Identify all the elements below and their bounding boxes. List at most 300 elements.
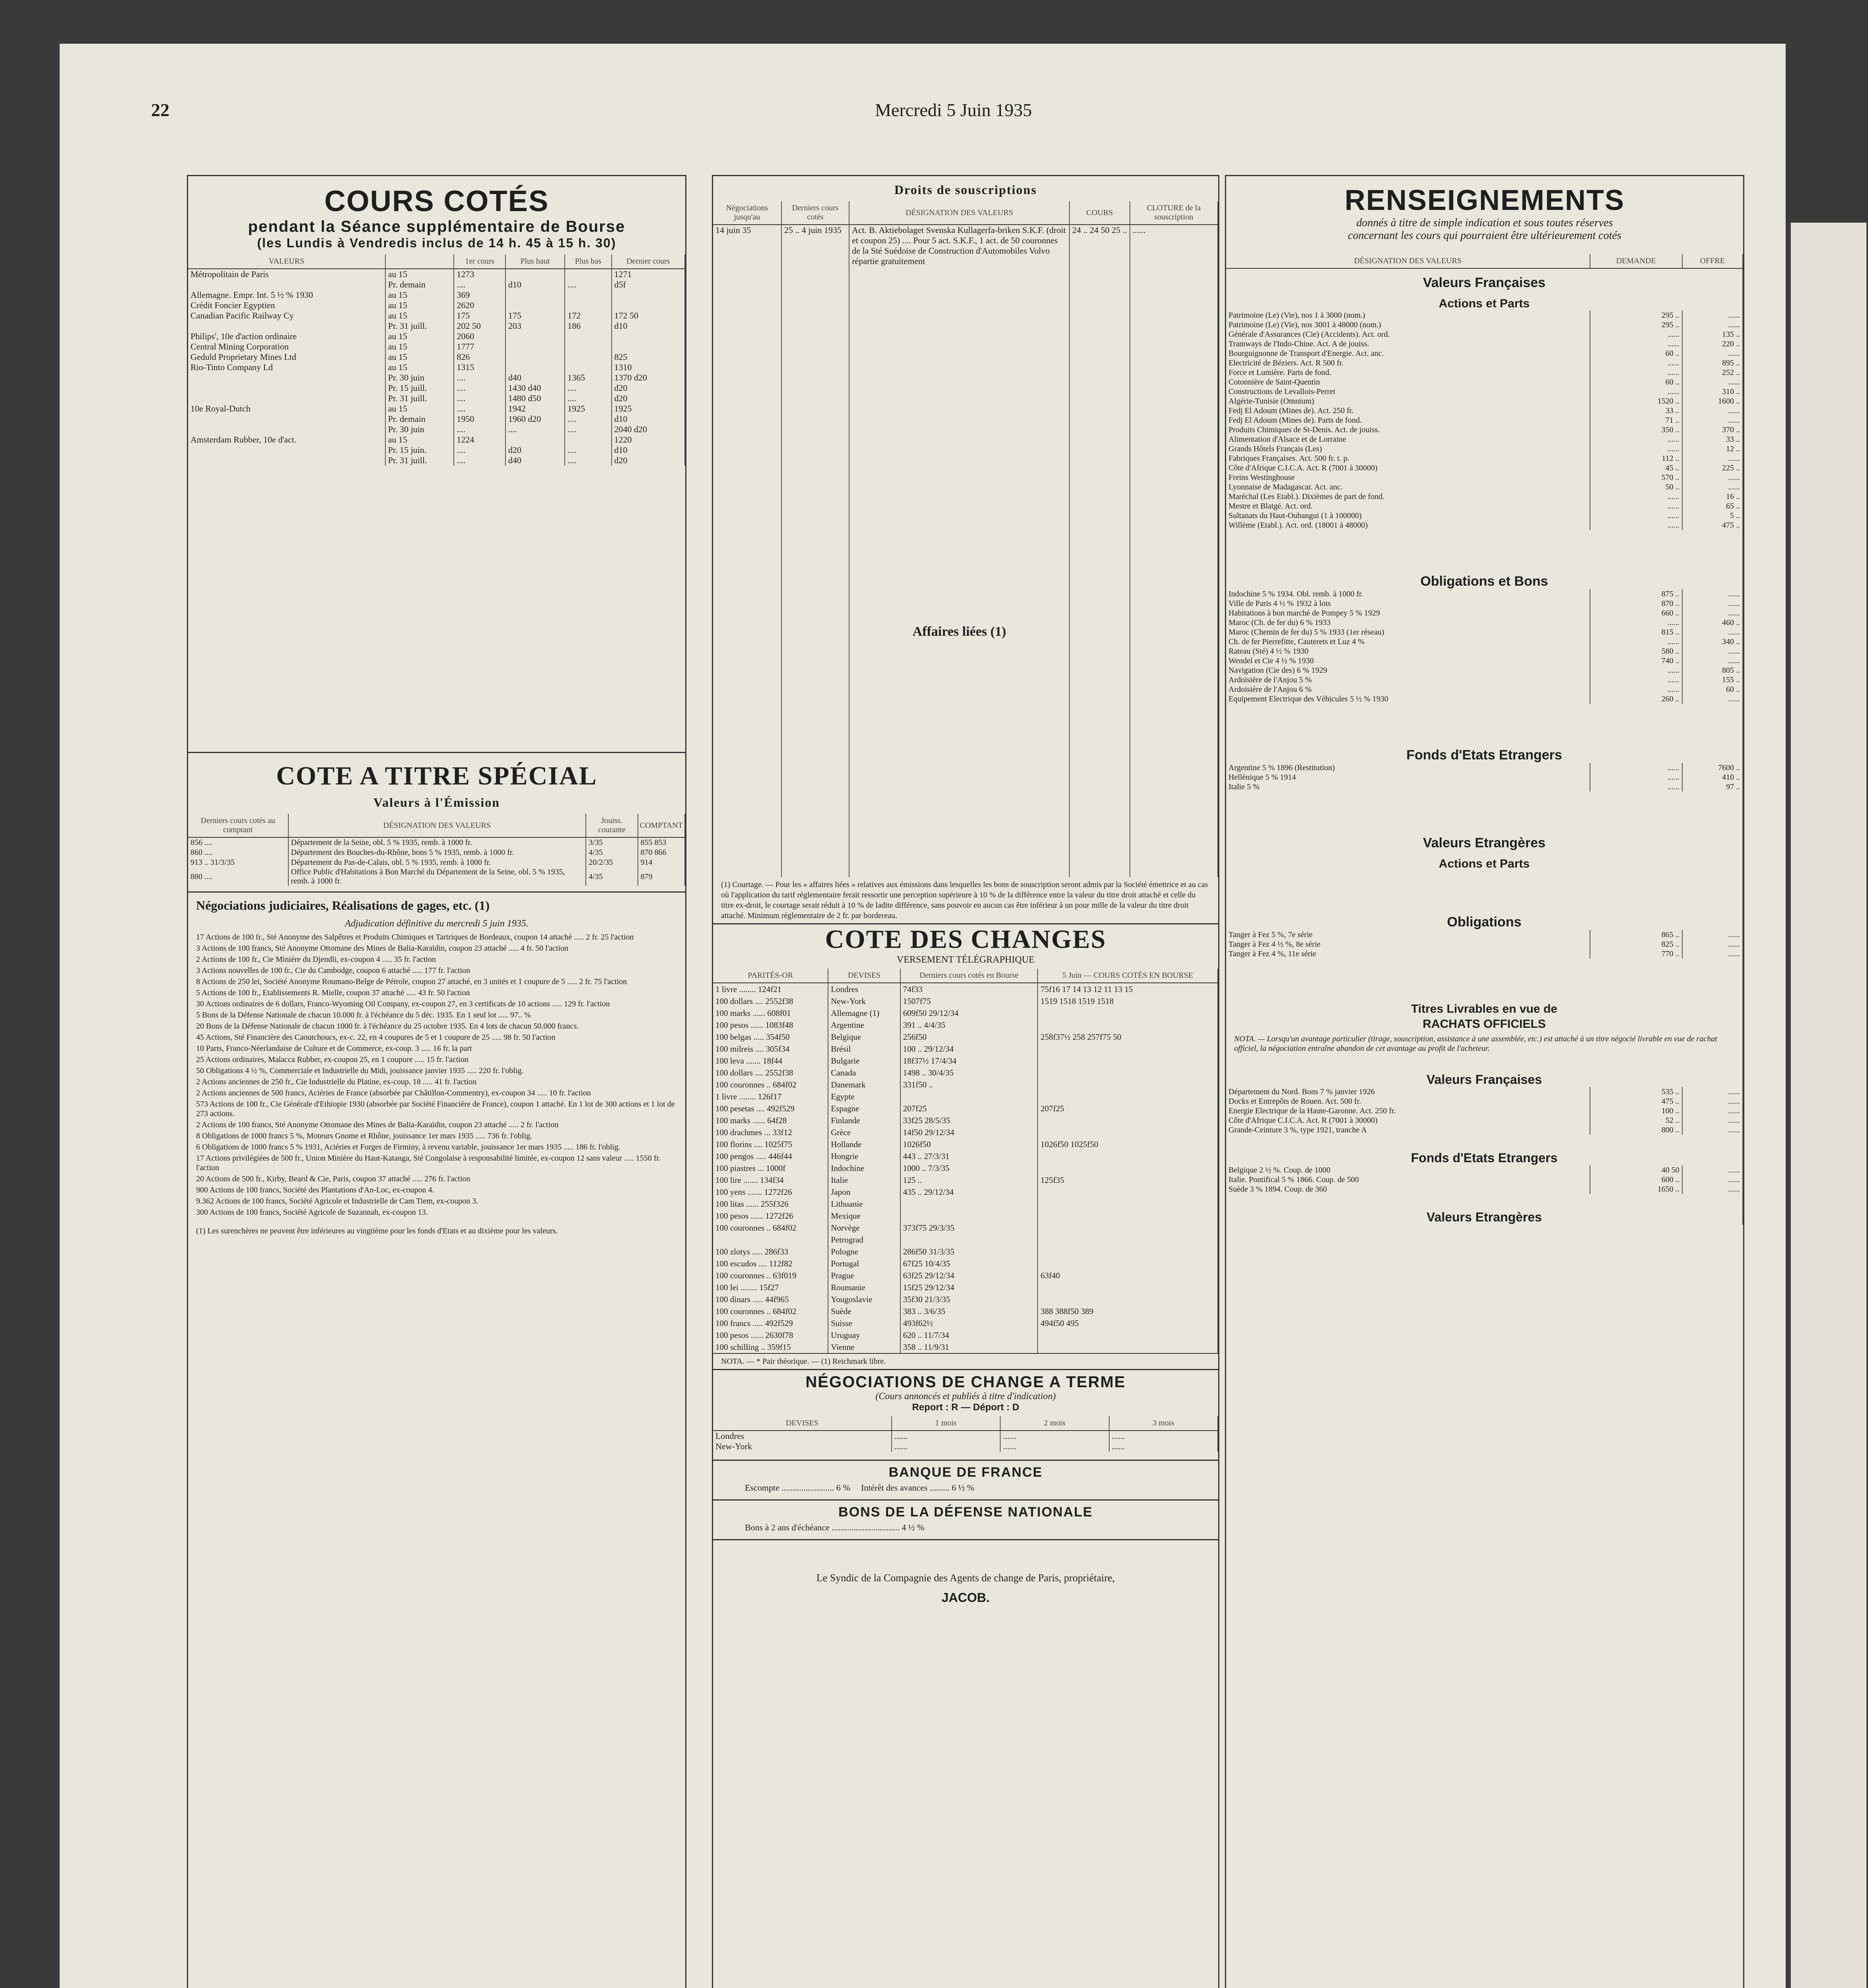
- table-cell: [1038, 1198, 1218, 1210]
- bons-text: Bons à 2 ans d'échéance ............................... 4 ½ %: [745, 1522, 925, 1532]
- table-cell: 826: [454, 352, 505, 362]
- table-row: [713, 1067, 1218, 1079]
- list-item: 2 Actions anciennes de 250 fr., Cie Industrielle du Platine, ex-coup. 18 ..... 41 fr. l'action: [196, 1077, 477, 1086]
- terme-table: [713, 1416, 1218, 1452]
- table-cell: ......: [1590, 358, 1682, 368]
- table-cell: ......: [1682, 415, 1743, 425]
- table-cell: Hollande: [828, 1138, 900, 1150]
- table-cell: 609f50 29/12/34: [900, 1007, 1038, 1019]
- table-cell: 660 ..: [1590, 608, 1682, 618]
- rachats-nota-row: [1226, 1031, 1743, 1056]
- table-cell: 172: [565, 311, 612, 321]
- droits-cours: 24 .. 24 50 25 ..: [1069, 225, 1130, 877]
- table-cell: [565, 300, 612, 311]
- table-cell: 100 couronnes .. 684f02: [713, 1079, 828, 1091]
- titre-special-title: COTE A TITRE SPÉCIAL: [276, 761, 597, 790]
- table-cell: 100 couronnes .. 684f02: [713, 1222, 828, 1234]
- table-cell: Espagne: [828, 1103, 900, 1114]
- table-cell: Indochine 5 % 1934. Obl. remb. à 1000 fr.: [1226, 589, 1590, 599]
- table-cell: Portugal: [828, 1258, 900, 1270]
- table-row: [713, 1222, 1218, 1234]
- table-cell: [612, 300, 685, 311]
- table-cell: Département de la Seine, obl. 5 % 1935, remb. à 1000 fr.: [288, 837, 586, 848]
- table-cell: 1480 d50: [505, 393, 565, 404]
- table-row: [713, 1055, 1218, 1067]
- table-row: [713, 1234, 1218, 1246]
- table-cell: 100 marks ...... 64f28: [713, 1114, 828, 1126]
- table-cell: 1925: [612, 404, 685, 414]
- table-cell: 63f25 29/12/34: [900, 1270, 1038, 1281]
- table-cell: 1498 .. 30/4/35: [900, 1067, 1038, 1079]
- table-cell: ......: [1590, 435, 1682, 444]
- table-cell: Amsterdam Rubber, 10e d'act.: [188, 435, 385, 445]
- table-cell: 100 pesos ...... 1272f26: [713, 1210, 828, 1222]
- table-cell: au 15: [385, 352, 454, 362]
- table-cell: ......: [1682, 940, 1743, 949]
- table-cell: Rateau (Sté) 4 ½ % 1930: [1226, 646, 1590, 656]
- table-cell: ......: [1682, 311, 1743, 320]
- table-cell: 1520 ..: [1590, 396, 1682, 406]
- table-row: [1226, 1116, 1743, 1125]
- table-cell: 258f37½ 258 257f75 50: [1038, 1031, 1218, 1043]
- changes-title: COTE DES CHANGES: [825, 925, 1106, 954]
- table-row: [713, 1079, 1218, 1091]
- table-cell: 100 dinars ..... 44f965: [713, 1293, 828, 1305]
- table-cell: Freins Westinghouse: [1226, 473, 1590, 482]
- table-cell: Hellénique 5 % 1914: [1226, 773, 1590, 782]
- table-cell: [1038, 1114, 1218, 1126]
- table-row: [1226, 1175, 1743, 1184]
- table-cell: 460 ..: [1682, 618, 1743, 627]
- table-row: [713, 1198, 1218, 1210]
- table-cell: [505, 362, 565, 373]
- table-row: [1226, 492, 1743, 501]
- table-cell: 220 ..: [1682, 339, 1743, 349]
- table-cell: 100 dollars .... 2552f38: [713, 995, 828, 1007]
- table-row: [1226, 339, 1743, 349]
- table-row: [713, 1091, 1218, 1103]
- table-cell: [505, 435, 565, 445]
- table-cell: 256f50: [900, 1031, 1038, 1043]
- column-header: DÉSIGNATION DES VALEURS: [1226, 254, 1590, 268]
- table-row: [1226, 608, 1743, 618]
- table-cell: [1038, 1293, 1218, 1305]
- column-cours-cotes: [187, 175, 686, 1988]
- table-row: [1226, 589, 1743, 599]
- table-cell: 33 ..: [1682, 435, 1743, 444]
- table-cell: 1507f75: [900, 995, 1038, 1007]
- table-cell: d20: [612, 383, 685, 393]
- table-cell: Belgique: [828, 1031, 900, 1043]
- table-cell: au 15: [385, 362, 454, 373]
- list-item: 10 Parts, Franco-Néerlandaise de Culture et de Commerce, ex-coup. 3 ..... 16 fr. la part: [196, 1044, 472, 1053]
- table-cell: 350 ..: [1590, 425, 1682, 435]
- table-row: [188, 362, 685, 373]
- table-row: [1226, 1087, 1743, 1097]
- list-item: 2 Actions de 100 francs, Sté Anonyme Ottomane des Mines de Balia-Karaïdin, coupon 23 attaché ..... 2 fr. l'action: [196, 1120, 559, 1129]
- list-item: 45 Actions, Sté Financière des Caoutchoucs, ex-c. 22, en 4 coupures de 5 et 1 coupure de 25 ..... 98 fr. 50 l'action: [196, 1033, 556, 1042]
- table-cell: 7600 ..: [1682, 763, 1743, 773]
- table-cell: Londres: [828, 983, 900, 995]
- table-cell: Maréchal (Les Etabl.). Dixièmes de part de fond.: [1226, 492, 1590, 501]
- table-row: [713, 1150, 1218, 1162]
- cours-cotes-title: COURS COTÉS: [324, 184, 549, 217]
- table-cell: 175: [454, 311, 505, 321]
- table-row: [1226, 454, 1743, 463]
- table-cell: Suède: [828, 1305, 900, 1317]
- table-cell: 443 .. 27/3/31: [900, 1150, 1038, 1162]
- table-cell: 2620: [454, 300, 505, 311]
- table-cell: [505, 290, 565, 300]
- table-cell: 100 litas ...... 255f326: [713, 1198, 828, 1210]
- table-cell: Petrograd: [828, 1234, 900, 1246]
- table-cell: 100 zlotys ..... 286f33: [713, 1246, 828, 1258]
- table-row: [1226, 444, 1743, 454]
- column-header: Plus haut: [505, 254, 565, 269]
- table-cell: [612, 342, 685, 352]
- table-cell: [1038, 1150, 1218, 1162]
- table-cell: ......: [1682, 656, 1743, 666]
- table-cell: Wendel et Cie 4 ½ % 1930: [1226, 656, 1590, 666]
- banque-title: BANQUE DE FRANCE: [888, 1465, 1043, 1480]
- table-cell: 331f50 ..: [900, 1079, 1038, 1091]
- table-cell: Pr. demain: [385, 414, 454, 424]
- table-row: [1226, 1165, 1743, 1175]
- table-cell: 4/35: [586, 868, 638, 886]
- table-row: [1226, 463, 1743, 473]
- table-cell: 475 ..: [1590, 1097, 1682, 1106]
- table-cell: 825: [612, 352, 685, 362]
- cours-cotes-continued: [188, 466, 685, 753]
- table-cell: Cotonnière de Saint-Quentin: [1226, 377, 1590, 387]
- list-item: 20 Actions de 500 fr., Kirby, Beard & Cie, Paris, coupon 37 attaché ..... 276 fr. l'action: [196, 1175, 470, 1183]
- table-cell: [900, 1091, 1038, 1103]
- table-cell: 100 pesos ...... 2630f78: [713, 1329, 828, 1341]
- list-item: 2 Actions de 100 fr., Cie Minière du Djendli, ex-coupon 4 ..... 35 fr. l'action: [196, 955, 436, 964]
- page-header: [151, 99, 1726, 123]
- table-row: [1226, 415, 1743, 425]
- table-cell: [565, 362, 612, 373]
- column-header: Derniers cours cotés en Bourse: [900, 969, 1038, 983]
- table-cell: ......: [1590, 368, 1682, 377]
- table-row: [1226, 396, 1743, 406]
- table-cell: Pologne: [828, 1246, 900, 1258]
- table-cell: au 15: [385, 290, 454, 300]
- table-cell: 15f25 29/12/34: [900, 1281, 1038, 1293]
- table-cell: [565, 352, 612, 362]
- table-cell: 369: [454, 290, 505, 300]
- table-cell: 100 .. 29/12/34: [900, 1043, 1038, 1055]
- table-cell: ....: [454, 424, 505, 435]
- column-header: VALEURS: [188, 254, 385, 269]
- table-row: [188, 373, 685, 383]
- table-cell: 3/35: [586, 837, 638, 848]
- table-row: [713, 1114, 1218, 1126]
- footer-name: JACOB.: [941, 1590, 990, 1605]
- column-header: DÉSIGNATION DES VALEURS: [288, 814, 586, 837]
- table-row: [713, 1341, 1218, 1353]
- table-cell: Constructions de Levallois-Perret: [1226, 387, 1590, 396]
- table-cell: 1271: [612, 269, 685, 280]
- table-row: [1226, 1125, 1743, 1135]
- table-cell: 740 ..: [1590, 656, 1682, 666]
- table-row: [1226, 1106, 1743, 1116]
- table-cell: 880 ....: [188, 868, 288, 886]
- table-cell: 620 .. 11/7/34: [900, 1329, 1038, 1341]
- table-cell: ......: [1590, 685, 1682, 694]
- table-cell: 1519 1518 1519 1518: [1038, 995, 1218, 1007]
- renseignements-title: RENSEIGNEMENTS: [1344, 184, 1625, 216]
- table-cell: au 15: [385, 300, 454, 311]
- column-header: COMPTANT: [638, 814, 685, 837]
- table-cell: 358 .. 11/9/31: [900, 1341, 1038, 1353]
- table-cell: d20: [612, 393, 685, 404]
- section-heading: RACHATS OFFICIELS: [1226, 1016, 1743, 1031]
- table-row: [1226, 694, 1743, 704]
- column-souscriptions-changes: [712, 175, 1219, 1988]
- table-cell: 913 .. 31/3/35: [188, 858, 288, 868]
- table-row: [188, 837, 685, 848]
- list-item: 9.362 Actions de 100 francs, Société Agricole et Industrielle de Cam Tiem, ex-coupon 3.: [196, 1197, 478, 1206]
- table-cell: ......: [1682, 1165, 1743, 1175]
- table-cell: Ville de Paris 4 ½ % 1932 à lots: [1226, 599, 1590, 608]
- table-cell: ......: [1109, 1441, 1218, 1452]
- column-header: PARITÉS-OR: [713, 969, 828, 983]
- table-row: [188, 435, 685, 445]
- table-cell: ......: [1590, 666, 1682, 675]
- table-row: [713, 1043, 1218, 1055]
- table-cell: 67f25 10/4/35: [900, 1258, 1038, 1270]
- table-cell: 310 ..: [1682, 387, 1743, 396]
- table-cell: ......: [1682, 930, 1743, 940]
- table-cell: [1038, 1329, 1218, 1341]
- table-cell: 1 livre ........ 124f21: [713, 983, 828, 995]
- table-row: [713, 1162, 1218, 1174]
- table-cell: 370 ..: [1682, 425, 1743, 435]
- table-cell: ......: [1682, 949, 1743, 959]
- table-cell: 71 ..: [1590, 415, 1682, 425]
- table-cell: Grands Hôtels Français (Les): [1226, 444, 1590, 454]
- table-cell: 100 pesetas .... 492f529: [713, 1103, 828, 1114]
- table-cell: Docks et Entrepôts de Rouen. Act. 500 fr.: [1226, 1097, 1590, 1106]
- table-cell: ......: [1682, 589, 1743, 599]
- table-cell: ......: [1682, 1116, 1743, 1125]
- table-cell: Lyonnaise de Madagascar. Act. anc.: [1226, 482, 1590, 492]
- table-cell: 40 50: [1590, 1165, 1682, 1175]
- table-row: [1226, 949, 1743, 959]
- table-cell: ......: [1682, 627, 1743, 637]
- table-cell: ......: [1590, 492, 1682, 501]
- table-cell: Produits Chimiques de St-Denis. Act. de jouiss.: [1226, 425, 1590, 435]
- table-cell: ....: [454, 445, 505, 455]
- table-cell: au 15: [385, 435, 454, 445]
- table-cell: Argentine 5 % 1896 (Restitution): [1226, 763, 1590, 773]
- table-cell: 35f30 21/3/35: [900, 1293, 1038, 1305]
- table-cell: 860 ....: [188, 848, 288, 858]
- table-row: [1226, 930, 1743, 940]
- table-cell: [565, 290, 612, 300]
- rachats-title-row: [1226, 959, 1743, 1016]
- table-cell: [188, 455, 385, 466]
- table-cell: ......: [1682, 608, 1743, 618]
- table-cell: 410 ..: [1682, 773, 1743, 782]
- section-row: [1226, 268, 1743, 291]
- table-cell: 535 ..: [1590, 1087, 1682, 1097]
- table-cell: [188, 414, 385, 424]
- table-cell: [1038, 1055, 1218, 1067]
- table-row: [1226, 377, 1743, 387]
- table-cell: 895 ..: [1682, 358, 1743, 368]
- table-cell: [565, 331, 612, 342]
- table-row: [713, 1210, 1218, 1222]
- table-cell: [1038, 1210, 1218, 1222]
- table-cell: 100 belgas ..... 354f50: [713, 1031, 828, 1043]
- table-cell: Uruguay: [828, 1329, 900, 1341]
- cours-cotes-hours: (les Lundis à Vendredis inclus de 14 h. 45 à 15 h. 30): [257, 236, 616, 250]
- negociations-title: Négociations judiciaires, Réalisations de gages, etc. (1): [196, 898, 490, 912]
- table-cell: Côte d'Afrique C.I.C.A. Act. R (7001 à 30000): [1226, 1116, 1590, 1125]
- section-heading: Actions et Parts: [1226, 851, 1743, 871]
- table-cell: 1224: [454, 435, 505, 445]
- table-cell: d10: [612, 321, 685, 331]
- table-cell: [900, 1210, 1038, 1222]
- table-row: [1226, 501, 1743, 511]
- table-cell: 1430 d40: [505, 383, 565, 393]
- table-cell: Tanger à Fez 4 ½ %, 8e série: [1226, 940, 1590, 949]
- table-cell: ......: [1682, 406, 1743, 415]
- table-cell: [188, 321, 385, 331]
- table-row: [1226, 435, 1743, 444]
- table-cell: 825 ..: [1590, 940, 1682, 949]
- table-cell: ......: [1682, 1087, 1743, 1097]
- table-cell: Fedj El Adoum (Mines de). Act. 250 fr.: [1226, 406, 1590, 415]
- table-row: [1226, 1184, 1743, 1194]
- table-cell: ....: [505, 424, 565, 435]
- table-cell: ....: [454, 383, 505, 393]
- table-cell: ......: [1682, 349, 1743, 358]
- table-cell: Allemagne (1): [828, 1007, 900, 1019]
- table-cell: ......: [1109, 1431, 1218, 1441]
- table-cell: 74f33: [900, 983, 1038, 995]
- table-row: [713, 1258, 1218, 1270]
- table-row: [1226, 782, 1743, 792]
- list-item: 6 Obligations de 1000 francs 5 % 1931, Aciéries et Forges de Firminy, à revenu variable, jouissance 1er mars 1935 ..... 186 fr. l'oblig.: [196, 1143, 620, 1151]
- table-cell: Patrimoine (Le) (Vie), nos 3001 à 48000 (nom.): [1226, 320, 1590, 330]
- list-item: 50 Obligations 4 ½ %, Commerciale et Industrielle du Midi, jouissance janvier 1935 ..... 220 fr. l'oblig.: [196, 1066, 524, 1075]
- table-cell: 112 ..: [1590, 454, 1682, 463]
- list-item: 573 Actions de 100 fr., Cie Générale d'Ethiopie 1930 (absorbée par Société Financière de France), coupon 1 attaché. En 1 lot de 300 actions et 1 lot de 273 actions.: [196, 1100, 675, 1118]
- table-cell: Département du Pas-de-Calais, obl. 5 % 1935, remb. à 1000 fr.: [288, 858, 586, 868]
- subsection-row: [1226, 291, 1743, 311]
- table-cell: Egypte: [828, 1091, 900, 1103]
- table-cell: Vienne: [828, 1341, 900, 1353]
- table-cell: 580 ..: [1590, 646, 1682, 656]
- table-cell: ......: [1590, 618, 1682, 627]
- table-cell: Alimentation d'Alsace et de Lorraine: [1226, 435, 1590, 444]
- table-cell: Pr. 30 juin: [385, 373, 454, 383]
- table-cell: 225 ..: [1682, 463, 1743, 473]
- table-cell: Département du Nord. Bons 7 % janvier 1926: [1226, 1087, 1590, 1097]
- table-cell: ....: [565, 414, 612, 424]
- table-cell: Pr. demain: [385, 280, 454, 290]
- table-cell: ......: [1590, 763, 1682, 773]
- table-cell: ....: [565, 280, 612, 290]
- table-row: [713, 1293, 1218, 1305]
- table-cell: [188, 383, 385, 393]
- table-cell: 1942: [505, 404, 565, 414]
- table-cell: [188, 393, 385, 404]
- table-cell: [188, 373, 385, 383]
- table-cell: 260 ..: [1590, 694, 1682, 704]
- table-row: [188, 424, 685, 435]
- table-row: [1226, 646, 1743, 656]
- table-row: [188, 321, 685, 331]
- table-row: [1226, 773, 1743, 782]
- table-cell: ......: [892, 1431, 1000, 1441]
- table-cell: 172 50: [612, 311, 685, 321]
- section-heading: Actions et Parts: [1226, 291, 1743, 311]
- droits-table: [713, 201, 1218, 877]
- rachats-nota: NOTA. — Lorsqu'un avantage particulier (tirage, souscription, assistance à une assemblée, etc.) est attaché à un titre négocié livrable en vue de rachat officiel, la négociation entraîne abandon de cet avantage au profit de l'acheteur.: [1226, 1031, 1743, 1056]
- table-row: [1226, 599, 1743, 608]
- table-cell: Brésil: [828, 1043, 900, 1055]
- section-heading: Titres Livrables en vue de: [1226, 959, 1743, 1016]
- table-row: [188, 445, 685, 455]
- table-cell: 202 50: [454, 321, 505, 331]
- table-row: [713, 1441, 1218, 1452]
- table-row: [188, 269, 685, 280]
- list-item: 30 Actions ordinaires de 6 dollars, Franco-Wyoming Oil Company, ex-coupon 27, en 3 certificats de 10 actions ..... 129 fr. l'action: [196, 1000, 610, 1008]
- table-cell: Willème (Etabl.). Act. ord. (18001 à 48000): [1226, 520, 1590, 530]
- banque-avances: Intérêt des avances ......... 6 ½ %: [861, 1483, 974, 1493]
- list-item: 3 Actions nouvelles de 100 fr., Cie du Cambodge, coupon 6 attaché ..... 177 fr. l'action: [196, 966, 470, 975]
- table-cell: 60 ..: [1682, 685, 1743, 694]
- table-cell: [1038, 1186, 1218, 1198]
- table-cell: [1038, 1007, 1218, 1019]
- table-cell: Fedj El Adoum (Mines de). Parts de fond.: [1226, 415, 1590, 425]
- section-heading: Fonds d'Etats Etrangers: [1226, 704, 1743, 763]
- section-row: [1226, 871, 1743, 930]
- table-cell: Canada: [828, 1067, 900, 1079]
- table-cell: 100 couronnes .. 684f02: [713, 1305, 828, 1317]
- table-cell: 5 ..: [1682, 511, 1743, 520]
- table-cell: [1038, 1234, 1218, 1246]
- table-cell: ......: [1682, 473, 1743, 482]
- table-cell: ......: [1590, 444, 1682, 454]
- table-cell: 1950: [454, 414, 505, 424]
- table-cell: Hongrie: [828, 1150, 900, 1162]
- list-item: 17 Actions privilégiées de 500 fr., Union Minière du Haut-Katanga, Sté Congolaise à responsabilité limitée, ex-coupon 12 sans valeur ..... 1550 fr. l'action: [196, 1154, 661, 1172]
- subsection-row: [1226, 851, 1743, 871]
- table-cell: 97 ..: [1682, 782, 1743, 792]
- table-cell: 14f50 29/12/34: [900, 1126, 1038, 1138]
- cours-cotes-table: [188, 254, 685, 466]
- table-row: [1226, 675, 1743, 685]
- table-row: [1226, 358, 1743, 368]
- section-row: [1226, 530, 1743, 589]
- table-row: [1226, 656, 1743, 666]
- table-row: [1226, 763, 1743, 773]
- table-cell: ......: [1590, 637, 1682, 646]
- table-row: [713, 1031, 1218, 1043]
- table-cell: Suisse: [828, 1317, 900, 1329]
- table-cell: ....: [565, 445, 612, 455]
- table-cell: Allemagne. Empr. Int. 5 ½ % 1930: [188, 290, 385, 300]
- table-cell: 856 ....: [188, 837, 288, 848]
- table-cell: Pr. 31 juill.: [385, 455, 454, 466]
- table-cell: [1038, 1222, 1218, 1234]
- table-cell: 805 ..: [1682, 666, 1743, 675]
